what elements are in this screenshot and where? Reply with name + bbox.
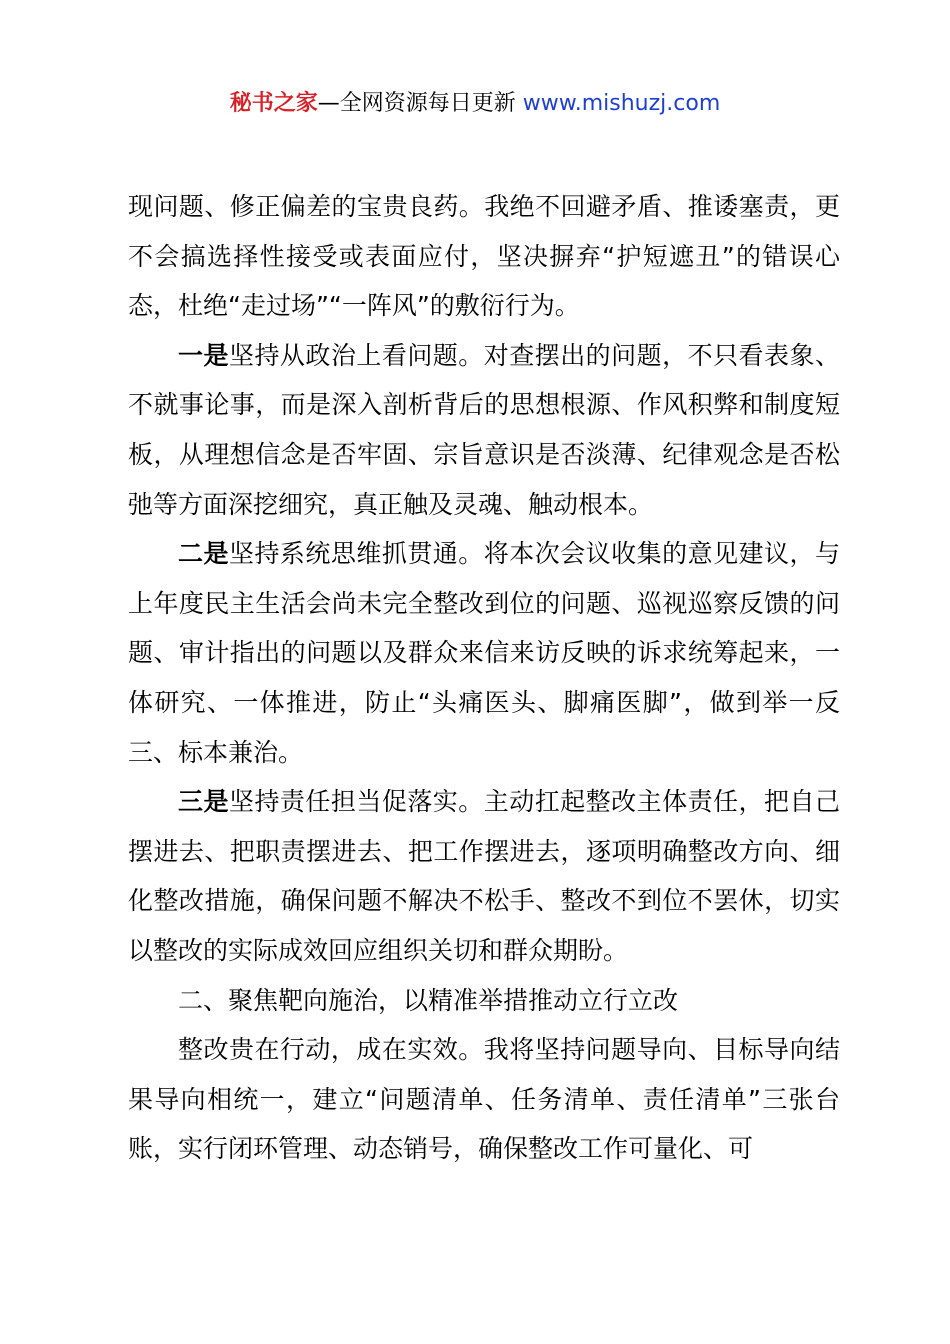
document-body [128, 182, 840, 1174]
paragraph-point-one [128, 331, 840, 529]
paragraph-continuation [128, 182, 840, 331]
paragraph-text: 坚持系统思维抓贯通。将本次会议收集的意见建议，与上年度民主生活会尚未完全整改到位的问题、巡视巡察反馈的问题、审计指出的问题以及群众来信来访反映的诉求统筹起来，一体研究、一体推进，防止“头痛医头、脚痛医脚”，做到举一反三、标本兼治。 [128, 539, 840, 767]
section-heading [128, 976, 840, 1026]
paragraph-point-two [128, 529, 840, 777]
paragraph-lead: 一是 [178, 340, 229, 370]
site-url-link[interactable]: www.mishuzj.com [522, 91, 721, 116]
section-heading-text: 二、聚焦靶向施治，以精准举措推动立行立改 [178, 985, 679, 1015]
paragraph-text: 现问题、修正偏差的宝贵良药。我绝不回避矛盾、推诿塞责，更不会搞选择性接受或表面应付，坚决摒弃“护短遮丑”的错误心态，杜绝“走过场”“一阵风”的敷衍行为。 [128, 192, 840, 321]
header-tagline: —全网资源每日更新 [317, 91, 516, 116]
paragraph-section-intro [128, 1025, 840, 1174]
paragraph-text: 坚持责任担当促落实。主动扛起整改主体责任，把自己摆进去、把职责摆进去、把工作摆进去，逐项明确整改方向、细化整改措施，确保问题不解决不松手、整改不到位不罢休，切实以整改的实际成效回应组织关切和群众期盼。 [128, 787, 840, 965]
paragraph-lead: 二是 [178, 539, 229, 569]
paragraph-text: 坚持从政治上看问题。对查摆出的问题，不只看表象、不就事论事，而是深入剖析背后的思想根源、作风积弊和制度短板，从理想信念是否牢固、宗旨意识是否淡薄、纪律观念是否松弛等方面深挖细究，真正触及灵魂、触动根本。 [128, 340, 840, 519]
paragraph-text: 整改贵在行动，成在实效。我将坚持问题导向、目标导向结果导向相统一，建立“问题清单、任务清单、责任清单”三张台账，实行闭环管理、动态销号，确保整改工作可量化、可 [128, 1035, 840, 1164]
paragraph-point-three [128, 777, 840, 975]
paragraph-lead: 三是 [178, 787, 229, 817]
brand-name: 秘书之家 [229, 91, 318, 116]
page-header [0, 86, 950, 122]
